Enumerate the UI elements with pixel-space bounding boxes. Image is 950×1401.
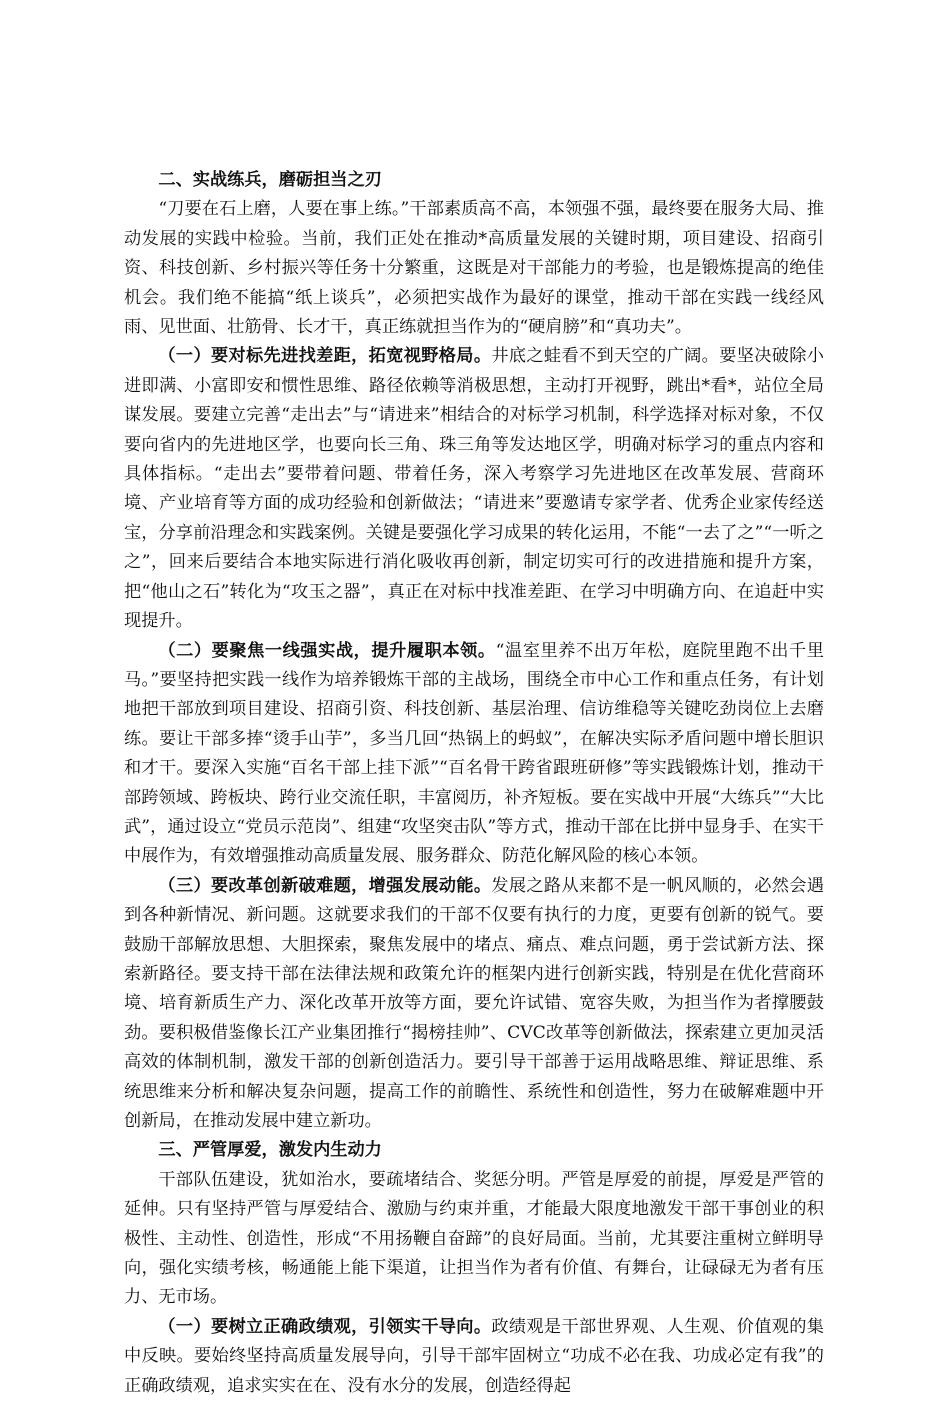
section-3-intro-paragraph: 干部队伍建设，犹如治水，要疏堵结合、奖惩分明。严管是厚爱的前提，厚爱是严管的延伸。只有坚持严管与厚爱结合、激励与约束并重，才能最大限度地激发干部干事创业的积极性、主动性、创造性，形成“不用扬鞭自奋蹄”的良好局面。当前，尤其要注重树立鲜明导向，强化实绩考核，畅通能上能下渠道，让担当作为者有价值、有舞台，让碌碌无为者有压力、无市场。 xyxy=(124,1169,824,1308)
section-2-intro-paragraph: “刀要在石上磨，人要在事上练。”干部素质高不高，本领强不强，最终要在服务大局、推动发展的实践中检验。当前，我们正处在推动*高质量发展的关键时期，项目建设、招商引资、科技创新、乡村振兴等任务十分繁重，这既是对干部能力的考验，也是锻炼提高的绝佳机会。我们绝不能搞“纸上谈兵”，必须把实战作为最好的课堂，推动干部在实践一线经风雨、见世面、壮筋骨、长才干，真正练就担当作为的“硬肩膀”和“真功夫”。 xyxy=(124,199,824,338)
item-lead: （一）要对标先进找差距，拓宽视野格局。 xyxy=(158,346,492,367)
item-text: 井底之蛙看不到天空的广阔。要坚决破除小进即满、小富即安和惯性思维、路径依赖等消极思想，主动打开视野，跳出*看*，站位全局谋发展。要建立完善“走出去”与“请进来”相结合的对标学习机制，科学选择对标对象，不仅要向省内的先进地区学，也要向长三角、珠三角等发达地区学，明确对标学习的重点内容和具体指标。“走出去”要带着问题、带着任务，深入考察学习先进地区在改革发展、营商环境、产业培育等方面的成功经验和创新做法；“请进来”要邀请专家学者、优秀企业家传经送宝，分享前沿理念和实践案例。关键是要强化学习成果的转化运用，不能“一去了之”“一听之之”，回来后要结合本地实际进行消化吸收再创新，制定切实可行的改进措施和提升方案，把“他山之石”转化为“攻玉之器”，真正在对标中找准差距、在学习中明确方向、在追赶中实现提升。 xyxy=(124,346,824,632)
section-2-item-3-paragraph xyxy=(124,872,824,1137)
item-lead: （三）要改革创新破难题，增强发展动能。 xyxy=(158,875,492,896)
item-text: 政绩观是干部世界观、人生观、价值观的集中反映。要始终坚持高质量发展导向，引导干部牢固树立“功成不必在我、功成必定有我”的正确政绩观，追求实实在在、没有水分的发展，创造经得起 xyxy=(124,1316,824,1396)
section-2-item-2-paragraph xyxy=(124,637,824,872)
section-2-item-1-paragraph xyxy=(124,342,824,636)
item-text: “温室里养不出万年松，庭院里跑不出千里马。”要坚持把实践一线作为培养锻炼干部的主战场，围绕全市中心工作和重点任务，有计划地把干部放到项目建设、招商引资、科技创新、基层治理、信访维稳等关键吃劲岗位上去磨练。要让干部多捧“烫手山芋”，多当几回“热锅上的蚂蚁”，在解决实际矛盾问题中增长胆识和才干。要深入实施“百名干部上挂下派”“百名骨干跨省跟班研修”等实践锻炼计划，推动干部跨领域、跨板块、跨行业交流任职，丰富阅历，补齐短板。要在实战中开展“大练兵”“大比武”，通过设立“党员示范岗”、组建“攻坚突击队”等方式，推动干部在比拼中显身手、在实干中展作为，有效增强推动高质量发展、服务群众、防范化解风险的核心本领。 xyxy=(124,640,824,867)
section-3-item-1-paragraph xyxy=(124,1313,824,1401)
item-lead: （二）要聚焦一线强实战，提升履职本领。 xyxy=(158,640,496,661)
item-lead: （一）要树立正确政绩观，引领实干导向。 xyxy=(158,1316,492,1337)
section-heading-3: 三、严管厚爱，激发内生动力 xyxy=(158,1140,382,1161)
document-page xyxy=(124,166,824,1401)
section-heading-2: 二、实战练兵，磨砺担当之刃 xyxy=(158,170,382,190)
item-text: 发展之路从来都不是一帆风顺的，必然会遇到各种新情况、新问题。这就要求我们的干部不仅要有执行的力度，更要有创新的锐气。要鼓励干部解放思想、大胆探索，聚焦发展中的堵点、痛点、难点问题，勇于尝试新方法、探索新路径。要支持干部在法律法规和政策允许的框架内进行创新实践，特别是在优化营商环境、培育新质生产力、深化改革开放等方面，要允许试错、宽容失败，为担当作为者撑腰鼓劲。要积极借鉴像长江产业集团推行“揭榜挂帅”、CVC改革等创新做法，探索建立更加灵活高效的体制机制，激发干部的创新创造活力。要引导干部善于运用战略思维、辩证思维、系统思维来分析和解决复杂问题，提高工作的前瞻性、系统性和创造性，努力在破解难题中开创新局，在推动发展中建立新功。 xyxy=(124,875,824,1131)
